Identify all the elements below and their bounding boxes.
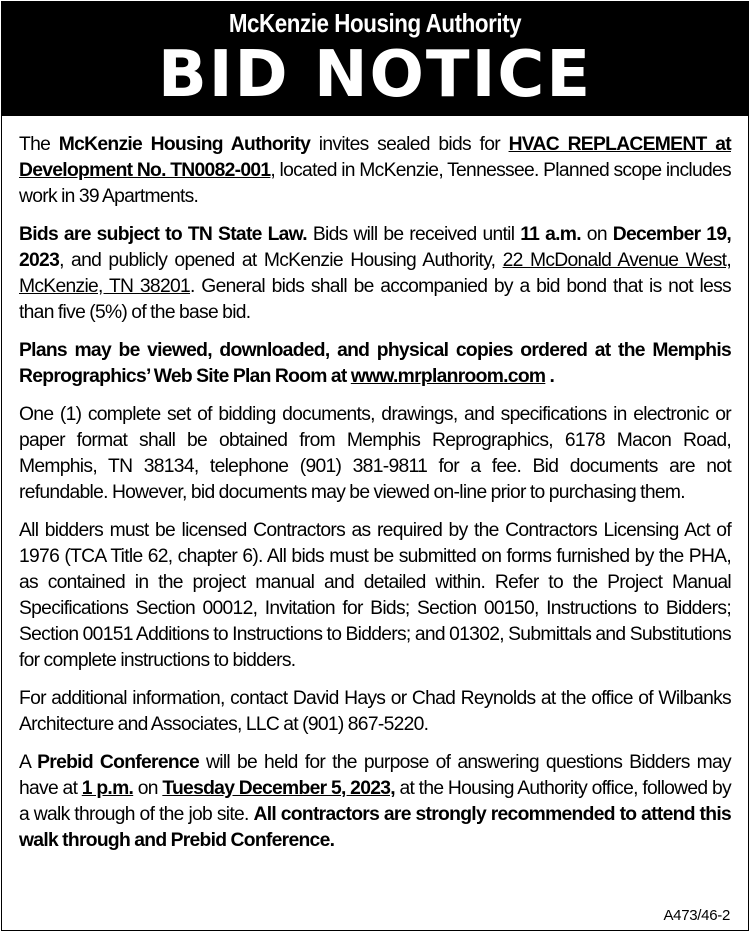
org-name: McKenzie Housing Authority [58, 134, 311, 155]
text: Plans may be viewed, downloaded, and physical copies ordered at the Memphis Reprographics’ Web Site Plan Room at [19, 340, 731, 387]
notice-title: BID NOTICE [157, 38, 593, 112]
text: The [19, 134, 59, 155]
paragraph-plans [19, 338, 731, 390]
text: , located in McKenzie, Tennessee. Planned scope includes work in 39 Apartments. [19, 160, 731, 207]
text: on [133, 778, 163, 799]
text: , and publicly opened at McKenzie Housing Authority, [59, 250, 503, 271]
text: on [580, 224, 613, 245]
paragraph-licensing: All bidders must be licensed Contractors as required by the Contractors Licensing Act of 1976 (TCA Title 62, chapter 6). All bids must be submitted on forms furnished by the PHA, as contained in the project manual and detailed within. Refer to the Project Manual Specifications Section 00012, Invitation for Bids; Section 00150, Instructions to Bidders; Section 00151 Additions to Instructions to Bidders; and 01302, Submittals and Substitutions for complete instructions to bidders. [19, 520, 731, 671]
organization-name: McKenzie Housing Authority [228, 8, 522, 38]
prebid-recommendation: All contractors are strongly recommended to attend this walk through and Prebid Conference. [19, 804, 732, 851]
paragraph-documents: One (1) complete set of bidding documents, drawings, and specifications in electronic or paper format shall be obtained from Memphis Reprographics, 6178 Macon Road, Memphis, TN 38134, telephone (901) 381-9811 for a fee. Bid documents are not refundable. However, bid documents may be viewed on-line prior to purchasing them. [19, 404, 731, 503]
notice-body [2, 116, 748, 854]
address: 22 McDonald Avenue West, McKenzie, TN 38201 [19, 250, 731, 297]
prebid-time: 1 p.m. [81, 778, 134, 799]
text: at the Housing Authority office, followed by a walk through of the job site. [19, 778, 731, 825]
bid-time: 11 a.m. [520, 224, 581, 245]
project-name: HVAC REPLACEMENT at Development No. TN0082-001 [19, 134, 731, 181]
ad-code: A473/46-2 [663, 907, 730, 924]
prebid-label: Prebid Conference [37, 752, 199, 773]
text: A [19, 752, 38, 773]
notice-header [2, 2, 748, 116]
bid-date: December 19, 2023 [19, 224, 731, 271]
text: . General bids shall be accompanied by a bid bond that is not less than five (5%) of the base bid. [19, 276, 731, 323]
paragraph-prebid [19, 750, 731, 854]
text: invites sealed bids for [310, 134, 509, 155]
state-law: Bids are subject to TN State Law. [19, 224, 307, 245]
plan-room-link[interactable]: www.mrplanroom.com [350, 366, 546, 387]
paragraph-bid-deadline [19, 222, 731, 326]
paragraph-invitation [19, 132, 731, 210]
text: will be held for the purpose of answering questions Bidders may have at [19, 752, 731, 799]
bid-notice [1, 1, 749, 931]
text: Bids will be received until [306, 224, 521, 245]
prebid-date: Tuesday December 5, 2023, [162, 778, 395, 799]
paragraph-contact: For additional information, contact David Hays or Chad Reynolds at the office of Wilbanks Architecture and Associates, LLC at (901) 867-5220. [19, 688, 731, 735]
text: . [545, 366, 555, 387]
